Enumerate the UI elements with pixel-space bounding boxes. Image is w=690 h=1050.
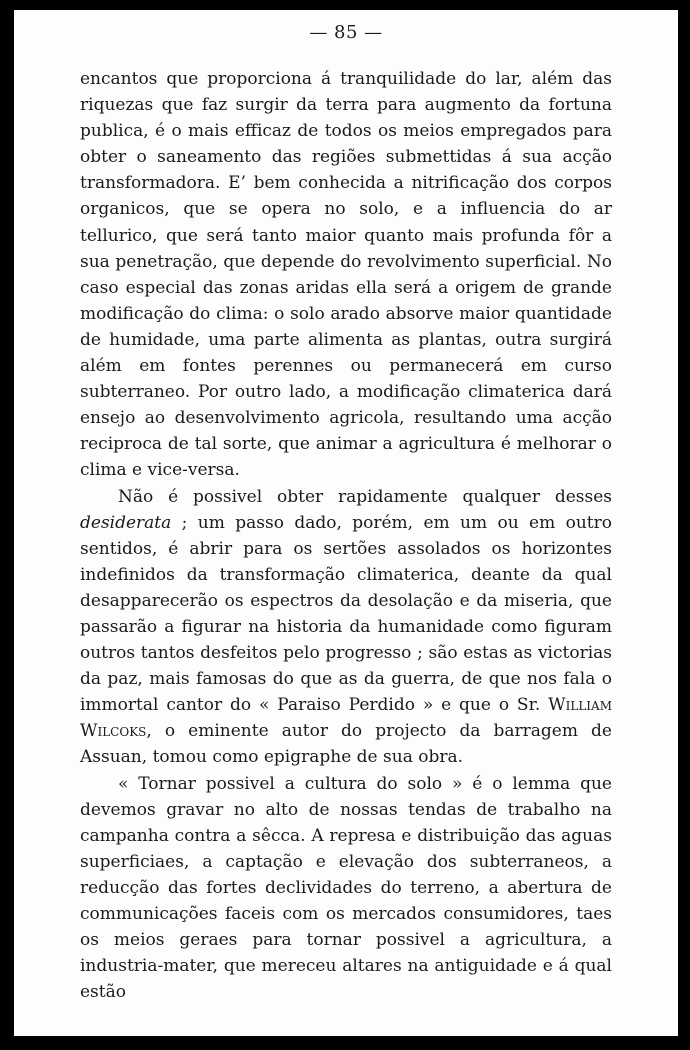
paragraph-2-text-a: Não é possivel obter rapidamente qualquer desses xyxy=(118,486,612,507)
book-page xyxy=(14,10,678,1036)
page-number: — 85 — xyxy=(309,22,383,43)
paragraph-2-italic-term: desiderata xyxy=(80,512,172,533)
paragraph-2 xyxy=(80,484,612,771)
paragraph-2-text-b: ; um passo dado, porém, em um ou em outro sentidos, é abrir para os sertões assolados os horizontes indefinidos da transformação climaterica, deante da qual desapparecerão os espectros da desolação e da miseria, que passarão a figurar na historia da humanidade como figuram outros tantos desfeitos pelo progresso ; são estas as victorias da paz, mais famosas do que as da guerra, de que nos fala o immortal cantor do « Paraiso Perdido » e que o Sr. xyxy=(80,512,612,716)
paragraph-2-text-c: , o eminente autor do projecto da barragem de Assuan, tomou como epigraphe de sua obra. xyxy=(80,721,612,768)
paragraph-1: encantos que proporciona á tranquilidade do lar, além das riquezas que faz surgir da terra para augmento da fortuna publica, é o mais efficaz de todos os meios empregados para obter o saneamento das regiões submettidas á sua acção transformadora. E’ bem conhecida a nitrificação dos corpos organicos, que se opera no solo, e a influencia do ar tellurico, que será tanto maior quanto mais profunda fôr a sua penetração, que depende do revolvimento superficial. No caso especial das zonas aridas ella será a origem de grande modificação do clima: o solo arado absorve maior quantidade de humidade, uma parte alimenta as plantas, outra surgirá além em fontes perennes ou permanecerá em curso subterraneo. Por outro lado, a modificação climaterica dará ensejo ao desenvolvimento agricola, resultando uma acção reciproca de tal sorte, que animar a agricultura é melhorar o clima e vice-versa. xyxy=(80,69,612,481)
body-text xyxy=(80,66,612,1005)
paragraph-3: « Tornar possivel a cultura do solo » é o lemma que devemos gravar no alto de nossas tendas de trabalho na campanha contra a sêcca. A represa e distribuição das aguas superficiaes, a captação e elevação dos subterraneos, a reducção das fortes declividades do terreno, a abertura de communicações faceis com os mercados consumidores, taes os meios geraes para tornar possivel a agricultura, a industria-mater, que mereceu altares na antiguidade e á qual estão xyxy=(80,773,612,1003)
paragraph-2-author-name: William Wilcoks xyxy=(80,695,612,742)
